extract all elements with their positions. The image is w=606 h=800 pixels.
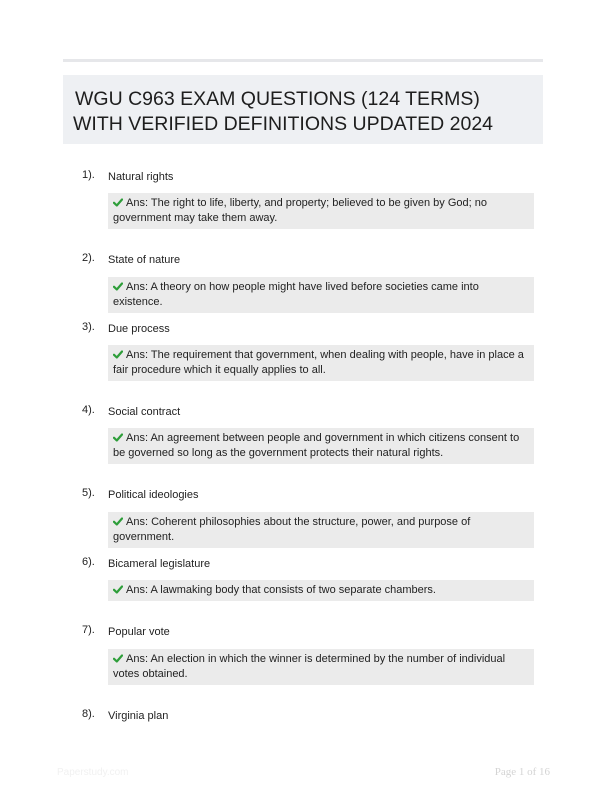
- question-number: 6).: [82, 556, 95, 568]
- question-number: 1).: [82, 169, 95, 181]
- answer-box: [108, 345, 534, 381]
- question-number: 3).: [82, 321, 95, 333]
- page-title-line-1: WGU C963 EXAM QUESTIONS (124 TERMS): [75, 88, 480, 110]
- check-icon: [113, 198, 123, 207]
- answer-box: [108, 649, 534, 685]
- footer-watermark: Paperstudy.com: [57, 767, 129, 778]
- answer-box: [108, 277, 534, 313]
- answer-box: [108, 193, 534, 229]
- question-term: State of nature: [108, 254, 181, 266]
- answer-box: [108, 428, 534, 464]
- check-icon: [113, 282, 123, 291]
- question-number: 7).: [82, 624, 95, 636]
- question-term: Virginia plan: [108, 710, 169, 722]
- question-term: Natural rights: [108, 171, 174, 183]
- answer-box: [108, 512, 534, 548]
- question-term: Bicameral legislature: [108, 558, 211, 570]
- question-term: Popular vote: [108, 626, 170, 638]
- question-number: 5).: [82, 487, 95, 499]
- check-icon: [113, 433, 123, 442]
- page-number: Page 1 of 16: [494, 766, 550, 778]
- question-number: 2).: [82, 252, 95, 264]
- answer-text: Ans: A theory on how people might have lived before societies came into existence.: [113, 281, 479, 308]
- answer-text: Ans: An agreement between people and government in which citizens consent to be governed so long as the government protects their natural rights.: [113, 432, 520, 459]
- check-icon: [113, 654, 123, 663]
- check-icon: [113, 350, 123, 359]
- answer-text: Ans: Coherent philosophies about the structure, power, and purpose of government.: [113, 516, 471, 543]
- answer-text: Ans: The requirement that government, when dealing with people, have in place a fair procedure which it equally applies to all.: [113, 349, 524, 376]
- question-number: 4).: [82, 404, 95, 416]
- answer-text: Ans: The right to life, liberty, and property; believed to be given by God; no government may take them away.: [113, 197, 487, 224]
- answer-text: Ans: A lawmaking body that consists of two separate chambers.: [126, 584, 436, 596]
- question-term: Social contract: [108, 406, 181, 418]
- question-term: Due process: [108, 323, 170, 335]
- answer-box: [108, 580, 534, 601]
- page-title-line-2: WITH VERIFIED DEFINITIONS UPDATED 2024: [73, 113, 494, 135]
- question-number: 8).: [82, 708, 95, 720]
- top-divider: [63, 59, 543, 62]
- question-term: Political ideologies: [108, 489, 199, 501]
- check-icon: [113, 585, 123, 594]
- check-icon: [113, 517, 123, 526]
- title-banner: [63, 75, 543, 144]
- answer-text: Ans: An election in which the winner is determined by the number of individual votes obtained.: [113, 653, 506, 680]
